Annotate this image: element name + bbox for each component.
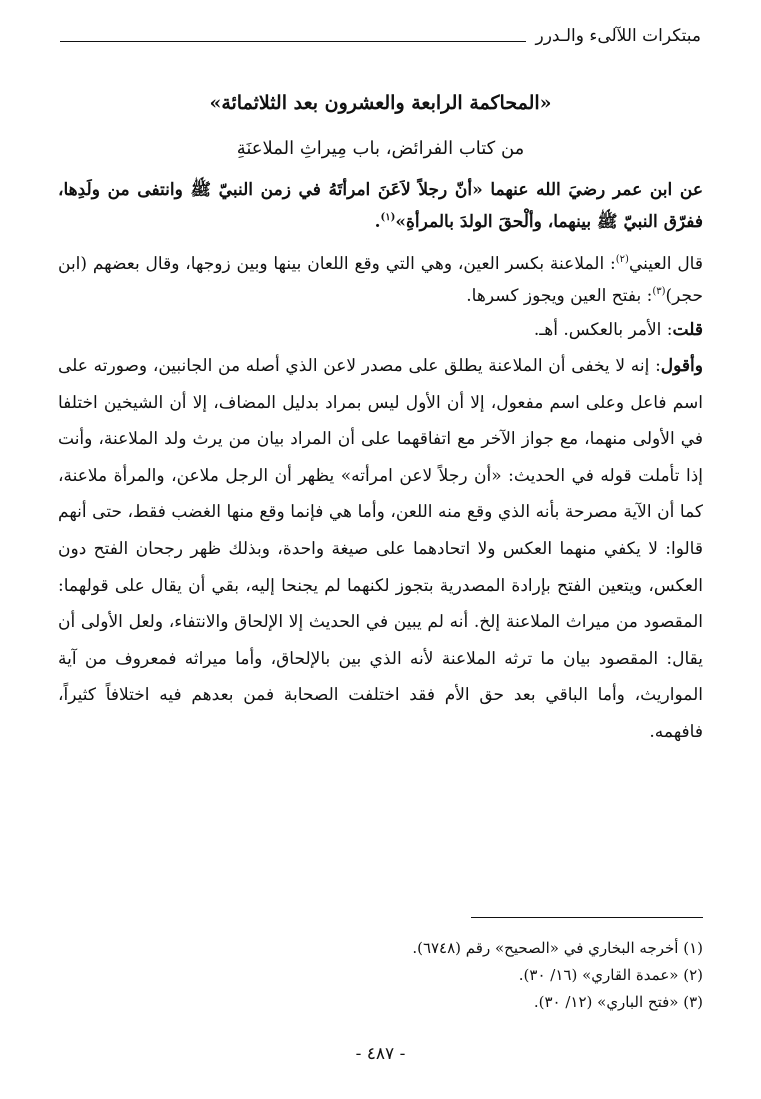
footnote-ref-1[interactable]: (١)	[380, 212, 396, 223]
footnote-2: (٢) «عمدة القاري» (١٦/ ٣٠).	[518, 966, 703, 984]
ayni-text-1: : الملاعنة بكسر العين، وهي التي وقع اللعان بينها وبين زوجها، وقال بعضهم (ابن حجر)	[58, 254, 703, 306]
qult-text: : الأمر بالعكس. أهـ.	[533, 320, 673, 340]
aqul-lead: وأقول	[660, 356, 703, 376]
hadith-paragraph	[58, 174, 703, 238]
footnote-rule	[471, 917, 703, 918]
footnote-ref-2[interactable]: (٢)	[615, 254, 629, 265]
qult-lead: قلت	[672, 320, 703, 340]
chapter-title: «المحاكمة الرابعة والعشرون بعد الثلاثمائة»	[209, 92, 552, 114]
running-header-title: مبتكرات اللآلىء والـدرر	[535, 26, 701, 46]
qult-paragraph	[58, 312, 703, 348]
footnote-3: (٣) «فتح الباري» (١٢/ ٣٠).	[533, 993, 703, 1011]
footnotes	[58, 935, 703, 1016]
ayni-text-2: : بفتح العين ويجوز كسرها.	[466, 286, 653, 306]
aqul-text: : إنه لا يخفى أن الملاعنة يطلق على مصدر لاعن الذي أصله من الجانبين، وصورته على اسم فاعل وعلى اسم مفعول، إلا أن الأول ليس بمراد بدليل المضاف، إلا أن الشيخين اختلفا في الأولى منهما، مع جواز الآخر مع اتفاقهما على أن المراد بيان من يرث ولد الملاعنة، وأنت إذا تأملت قوله في الحديث: «أن رجلاً لاعن امرأته» يظهر أن الرجل ملاعن، والمرأة ملاعنة، كما أن الآية مصرحة بأنه الذي وقع منه اللعن، وأما هي فإنما وقع منها الغضب فقط، حتى أنهم قالوا: لا يكفي منهما العكس ولا اتحادهما على صيغة واحدة، وبذلك ظهر رجحان الفتح دون العكس، ويتعين الفتح بإرادة المصدرية بتجوز لكنهما لم يجنحا إليه، بقي أن يقال على قولهما: المقصود من ميراث الملاعنة إلخ. أنه لم يبين في الحديث إلا الإلحاق والانتفاء، ولعل الأولى أن يقال: المقصود بيان ما ترثه الملاعنة لأنه الذي بين بالإلحاق، وأما ميراثه فمعروف من آية المواريث، وأما الباقي بعد حق الأم فقد اختلفت الصحابة فمن بعدهم فيه اختلافاً كثيراً، فافهمه.	[58, 356, 703, 742]
header-rule	[60, 41, 526, 42]
hadith-text: عن ابن عمر رضيَ الله عنهما «أنّ رجلاً لاَعَنَ امرأتَهُ في زمن النبيّ ﷺ وانتفى من ولَدِها، ففرّق النبيّ ﷺ بينهما، وألْحقَ الولدَ بالمرأةِ»	[58, 180, 703, 232]
page-number: - ٤٨٧ -	[355, 1044, 406, 1064]
chapter-subtitle: من كتاب الفرائض، باب مِيراثِ الملاعنَةِ	[236, 138, 525, 159]
footnote-1: (١) أخرجه البخاري في «الصحيح» رقم (٦٧٤٨).	[412, 939, 703, 957]
hadith-end: .	[374, 212, 381, 232]
ayni-paragraph	[58, 248, 703, 312]
ayni-lead: قال العيني	[628, 254, 703, 274]
footnote-ref-3[interactable]: (٣)	[652, 286, 666, 297]
aqul-paragraph	[58, 348, 703, 751]
running-header	[60, 28, 701, 45]
main-text	[58, 174, 703, 751]
